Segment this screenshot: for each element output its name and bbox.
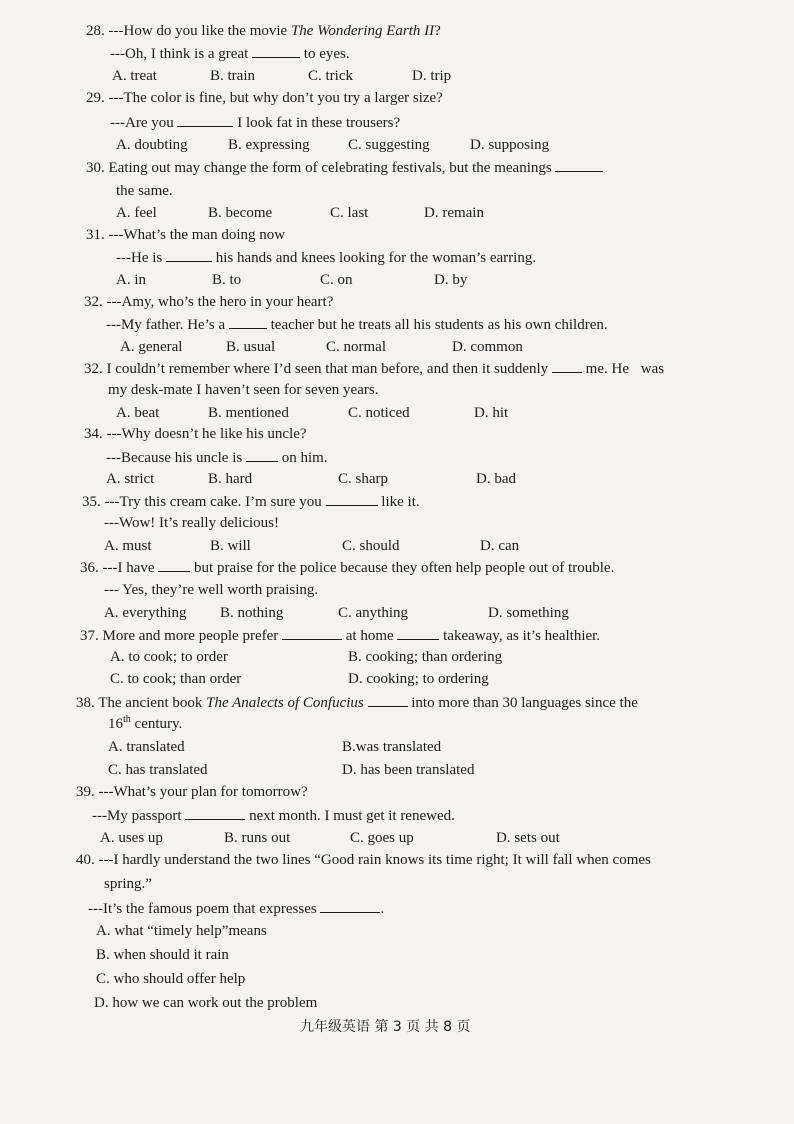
question-38-option-a: A. translated xyxy=(108,739,185,755)
question-29-line2: ---Are you I look fat in these trousers? xyxy=(110,115,401,131)
question-28-stem: 28. ---How do you like the movie The Wondering Earth II? xyxy=(86,23,441,39)
answer-blank xyxy=(555,158,603,172)
answer-blank xyxy=(158,558,190,572)
question-29-option-d: D. supposing xyxy=(470,137,550,153)
question-30-line2: the same. xyxy=(116,183,173,199)
question-34-option-a: A. strict xyxy=(106,471,155,487)
question-32b-line2: my desk-mate I haven’t seen for seven years. xyxy=(108,382,379,398)
question-36-line2: --- Yes, they’re well worth praising. xyxy=(104,582,319,598)
question-35-option-b: B. will xyxy=(210,538,251,554)
question-40-option-c: C. who should offer help xyxy=(96,971,246,987)
question-28-option-d: D. trip xyxy=(412,68,452,84)
question-30-option-a: A. feel xyxy=(116,205,157,221)
answer-blank xyxy=(368,693,408,707)
question-30-option-d: D. remain xyxy=(424,205,484,221)
question-32b-option-d: D. hit xyxy=(474,405,509,421)
answer-blank xyxy=(166,248,212,262)
question-37-option-a: A. to cook; to order xyxy=(110,649,228,665)
answer-blank xyxy=(397,626,439,640)
question-37-option-c: C. to cook; than order xyxy=(110,671,242,687)
question-37-option-d: D. cooking; to ordering xyxy=(348,671,489,687)
question-29-option-c: C. suggesting xyxy=(348,137,430,153)
question-29-option-b: B. expressing xyxy=(228,137,310,153)
answer-blank xyxy=(552,359,582,373)
question-32b-option-a: A. beat xyxy=(116,405,160,421)
question-34-option-b: B. hard xyxy=(208,471,253,487)
answer-blank xyxy=(282,626,342,640)
question-39-option-a: A. uses up xyxy=(100,830,163,846)
question-39-option-d: D. sets out xyxy=(496,830,560,846)
question-32a-option-a: A. general xyxy=(120,339,183,355)
page-footer: 九年级英语 第 3 页 共 8 页 xyxy=(300,1019,471,1035)
question-31-option-a: A. in xyxy=(116,272,146,288)
answer-blank xyxy=(177,113,233,127)
question-40-line2: spring.” xyxy=(104,876,152,892)
question-30-option-b: B. become xyxy=(208,205,273,221)
answer-blank xyxy=(185,806,245,820)
question-32a-option-c: C. normal xyxy=(326,339,386,355)
question-32b-stem: 32. I couldn’t remember where I’d seen that man before, and then it suddenly me. He was xyxy=(84,361,665,377)
question-35-line2: ---Wow! It’s really delicious! xyxy=(104,515,279,531)
question-28-line2: ---Oh, I think is a great to eyes. xyxy=(110,46,350,62)
question-29-stem: 29. ---The color is fine, but why don’t you try a larger size? xyxy=(86,90,443,106)
answer-blank xyxy=(326,492,378,506)
question-39-stem: 39. ---What’s your plan for tomorrow? xyxy=(76,784,308,800)
question-37-option-b: B. cooking; than ordering xyxy=(348,649,503,665)
question-36-option-d: D. something xyxy=(488,605,569,621)
question-31-option-c: C. on xyxy=(320,272,353,288)
question-38-option-b: B.was translated xyxy=(342,739,442,755)
question-35-option-c: C. should xyxy=(342,538,400,554)
question-40-option-a: A. what “timely help”means xyxy=(96,923,267,939)
question-28-option-c: C. trick xyxy=(308,68,353,84)
question-31-option-b: B. to xyxy=(212,272,242,288)
question-31-line2: ---He is his hands and knees looking for the woman’s earring. xyxy=(116,250,537,266)
question-32b-option-b: B. mentioned xyxy=(208,405,289,421)
question-35-option-a: A. must xyxy=(104,538,152,554)
question-32a-option-d: D. common xyxy=(452,339,523,355)
question-31-stem: 31. ---What’s the man doing now xyxy=(86,227,286,243)
question-38-option-d: D. has been translated xyxy=(342,762,475,778)
question-36-stem: 36. ---I have but praise for the police because they often help people out of trouble. xyxy=(80,560,615,576)
question-28-option-b: B. train xyxy=(210,68,255,84)
question-29-option-a: A. doubting xyxy=(116,137,188,153)
answer-blank xyxy=(320,899,380,913)
question-38-option-c: C. has translated xyxy=(108,762,208,778)
question-34-option-c: C. sharp xyxy=(338,471,388,487)
answer-blank xyxy=(246,448,278,462)
question-30-stem: 30. Eating out may change the form of celebrating festivals, but the meanings xyxy=(86,158,603,177)
question-32a-option-b: B. usual xyxy=(226,339,276,355)
question-36-option-b: B. nothing xyxy=(220,605,284,621)
question-34-option-d: D. bad xyxy=(476,471,516,487)
question-32a-stem: 32. ---Amy, who’s the hero in your heart? xyxy=(84,294,334,310)
question-30-option-c: C. last xyxy=(330,205,369,221)
answer-blank xyxy=(252,44,300,58)
question-39-option-c: C. goes up xyxy=(350,830,414,846)
question-36-option-c: C. anything xyxy=(338,605,408,621)
question-32a-line2: ---My father. He’s a teacher but he treats all his students as his own children. xyxy=(106,317,608,333)
question-37-stem: 37. More and more people prefer at home takeaway, as it’s healthier. xyxy=(80,628,601,644)
question-35-stem: 35. ---Try this cream cake. I’m sure you like it. xyxy=(82,494,420,510)
question-28-option-a: A. treat xyxy=(112,68,157,84)
question-35-option-d: D. can xyxy=(480,538,520,554)
question-39-option-b: B. runs out xyxy=(224,830,291,846)
question-40-stem: 40. ---I hardly understand the two lines “Good rain knows its time right; It will fall when comes xyxy=(76,852,651,868)
question-40-line3: ---It’s the famous poem that expresses . xyxy=(88,901,385,917)
question-34-line2: ---Because his uncle is on him. xyxy=(106,450,328,466)
question-31-option-d: D. by xyxy=(434,272,468,288)
question-36-option-a: A. everything xyxy=(104,605,187,621)
question-40-option-b: B. when should it rain xyxy=(96,947,229,963)
question-32b-option-c: C. noticed xyxy=(348,405,410,421)
question-34-stem: 34. ---Why doesn’t he like his uncle? xyxy=(84,426,307,442)
answer-blank xyxy=(229,315,267,329)
question-40-option-d: D. how we can work out the problem xyxy=(94,995,318,1011)
question-38-line2: 16th century. xyxy=(108,714,183,732)
question-39-line2: ---My passport next month. I must get it renewed. xyxy=(92,808,455,824)
question-38-stem: 38. The ancient book The Analects of Confucius into more than 30 languages since the xyxy=(76,695,638,711)
